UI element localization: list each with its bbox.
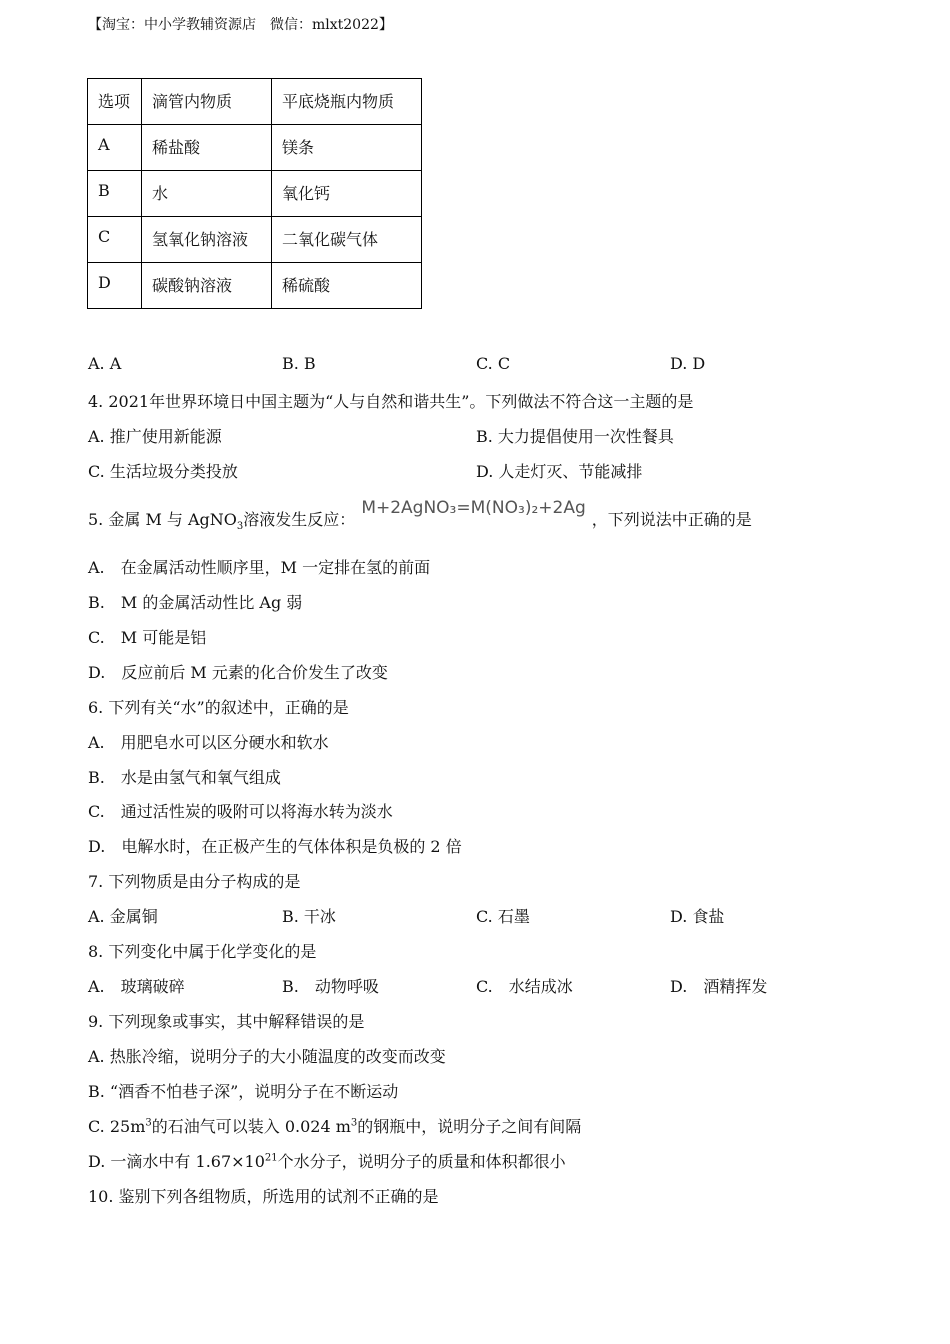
q3-options xyxy=(88,354,864,373)
page-header: 【淘宝：中小学教辅资源店 微信：mlxt2022】 xyxy=(88,17,393,33)
q9-option-c xyxy=(88,1114,581,1137)
q6-option-c: C. 通过活性炭的吸附可以将海水转为淡水 xyxy=(88,802,393,821)
q5-stem-part: 5. 金属 M 与 AgNO xyxy=(88,510,237,529)
q4-option-a: A. 推广使用新能源 xyxy=(88,427,222,446)
q7-option-b: B. 干冰 xyxy=(282,907,336,926)
q7-option-c: C. 石墨 xyxy=(476,907,530,926)
q8-options xyxy=(88,974,864,997)
q9-option-b: B. “酒香不怕巷子深”，说明分子在不断运动 xyxy=(88,1082,399,1101)
q5-option-c: C. M 可能是铝 xyxy=(88,628,207,647)
table-cell: 水 xyxy=(142,171,272,217)
q4-options-row1 xyxy=(88,424,864,447)
q7-option-d: D. 食盐 xyxy=(670,907,725,926)
q9-option-c-part: C. 25m xyxy=(88,1117,146,1136)
table-header-cell: 平底烧瓶内物质 xyxy=(272,79,422,125)
superscript: 21 xyxy=(264,1152,278,1164)
q8-option-b: B. 动物呼吸 xyxy=(282,977,379,996)
q7-options xyxy=(88,904,864,927)
reaction-formula: M+2AgNO₃=M(NO₃)₂+2Ag xyxy=(361,498,586,518)
q8-option-c: C. 水结成冰 xyxy=(476,977,573,996)
q5-option-d: D. 反应前后 M 元素的化合价发生了改变 xyxy=(88,663,388,682)
q5-stem-part: ，下列说法中正确的是 xyxy=(591,510,752,529)
q3-option-a: A. A xyxy=(88,354,122,373)
q5-stem-subscript: 3 xyxy=(236,521,244,533)
q5-stem xyxy=(88,498,752,533)
q9-option-d-part: D. 一滴水中有 1.67×10 xyxy=(88,1152,265,1171)
q5-option-a: A. 在金属活动性顺序里，M 一定排在氢的前面 xyxy=(88,558,431,577)
superscript: 3 xyxy=(145,1117,152,1129)
q4-option-c: C. 生活垃圾分类投放 xyxy=(88,462,238,481)
table-row xyxy=(88,263,422,309)
options-table xyxy=(87,78,422,309)
table-cell: 镁条 xyxy=(272,125,422,171)
table-cell: 二氧化碳气体 xyxy=(272,217,422,263)
table-cell: 氧化钙 xyxy=(272,171,422,217)
q9-option-c-part: 的石油气可以装入 0.024 m xyxy=(151,1117,351,1136)
q3-option-b: B. B xyxy=(282,354,316,373)
q6-option-a: A. 用肥皂水可以区分硬水和软水 xyxy=(88,733,329,752)
table-cell: C xyxy=(88,217,142,263)
q5-stem-part: 溶液发生反应： xyxy=(243,510,356,529)
q4-option-d: D. 人走灯灭、节能减排 xyxy=(476,462,643,481)
q6-option-b: B. 水是由氢气和氧气组成 xyxy=(88,768,281,787)
superscript: 3 xyxy=(350,1117,358,1129)
q8-option-a: A. 玻璃破碎 xyxy=(88,977,185,996)
table-cell: 碳酸钠溶液 xyxy=(142,263,272,309)
table-row xyxy=(88,217,422,263)
q9-option-a: A. 热胀冷缩，说明分子的大小随温度的改变而改变 xyxy=(88,1047,446,1066)
table-header-cell: 滴管内物质 xyxy=(142,79,272,125)
q3-option-c: C. C xyxy=(476,354,511,373)
q4-options-row2 xyxy=(88,459,864,482)
q6-option-d: D. 电解水时，在正极产生的气体体积是负极的 2 倍 xyxy=(88,837,462,856)
table-header-row xyxy=(88,79,422,125)
table-row xyxy=(88,125,422,171)
q3-option-d: D. D xyxy=(670,354,706,373)
q9-option-d-part: 个水分子，说明分子的质量和体积都很小 xyxy=(277,1152,566,1171)
q7-option-a: A. 金属铜 xyxy=(88,907,158,926)
q6-stem: 6. 下列有关“水”的叙述中，正确的是 xyxy=(88,698,349,717)
table-cell: 氢氧化钠溶液 xyxy=(142,217,272,263)
q8-stem: 8. 下列变化中属于化学变化的是 xyxy=(88,942,317,961)
q4-option-b: B. 大力提倡使用一次性餐具 xyxy=(476,427,674,446)
q8-option-d: D. 酒精挥发 xyxy=(670,977,768,996)
q4-stem: 4. 2021年世界环境日中国主题为“人与自然和谐共生”。下列做法不符合这一主题的是 xyxy=(88,392,694,411)
table-cell: B xyxy=(88,171,142,217)
table-cell: 稀硫酸 xyxy=(272,263,422,309)
q10-stem: 10. 鉴别下列各组物质，所选用的试剂不正确的是 xyxy=(88,1187,439,1206)
table-cell: A xyxy=(88,125,142,171)
table-header-cell: 选项 xyxy=(88,79,142,125)
q9-stem: 9. 下列现象或事实，其中解释错误的是 xyxy=(88,1012,365,1031)
q5-option-b: B. M 的金属活动性比 Ag 弱 xyxy=(88,593,303,612)
table-cell: 稀盐酸 xyxy=(142,125,272,171)
table-row xyxy=(88,171,422,217)
table-cell: D xyxy=(88,263,142,309)
q9-option-c-part: 的钢瓶中，说明分子之间有间隔 xyxy=(357,1117,582,1136)
q7-stem: 7. 下列物质是由分子构成的是 xyxy=(88,872,301,891)
q9-option-d xyxy=(88,1149,566,1172)
